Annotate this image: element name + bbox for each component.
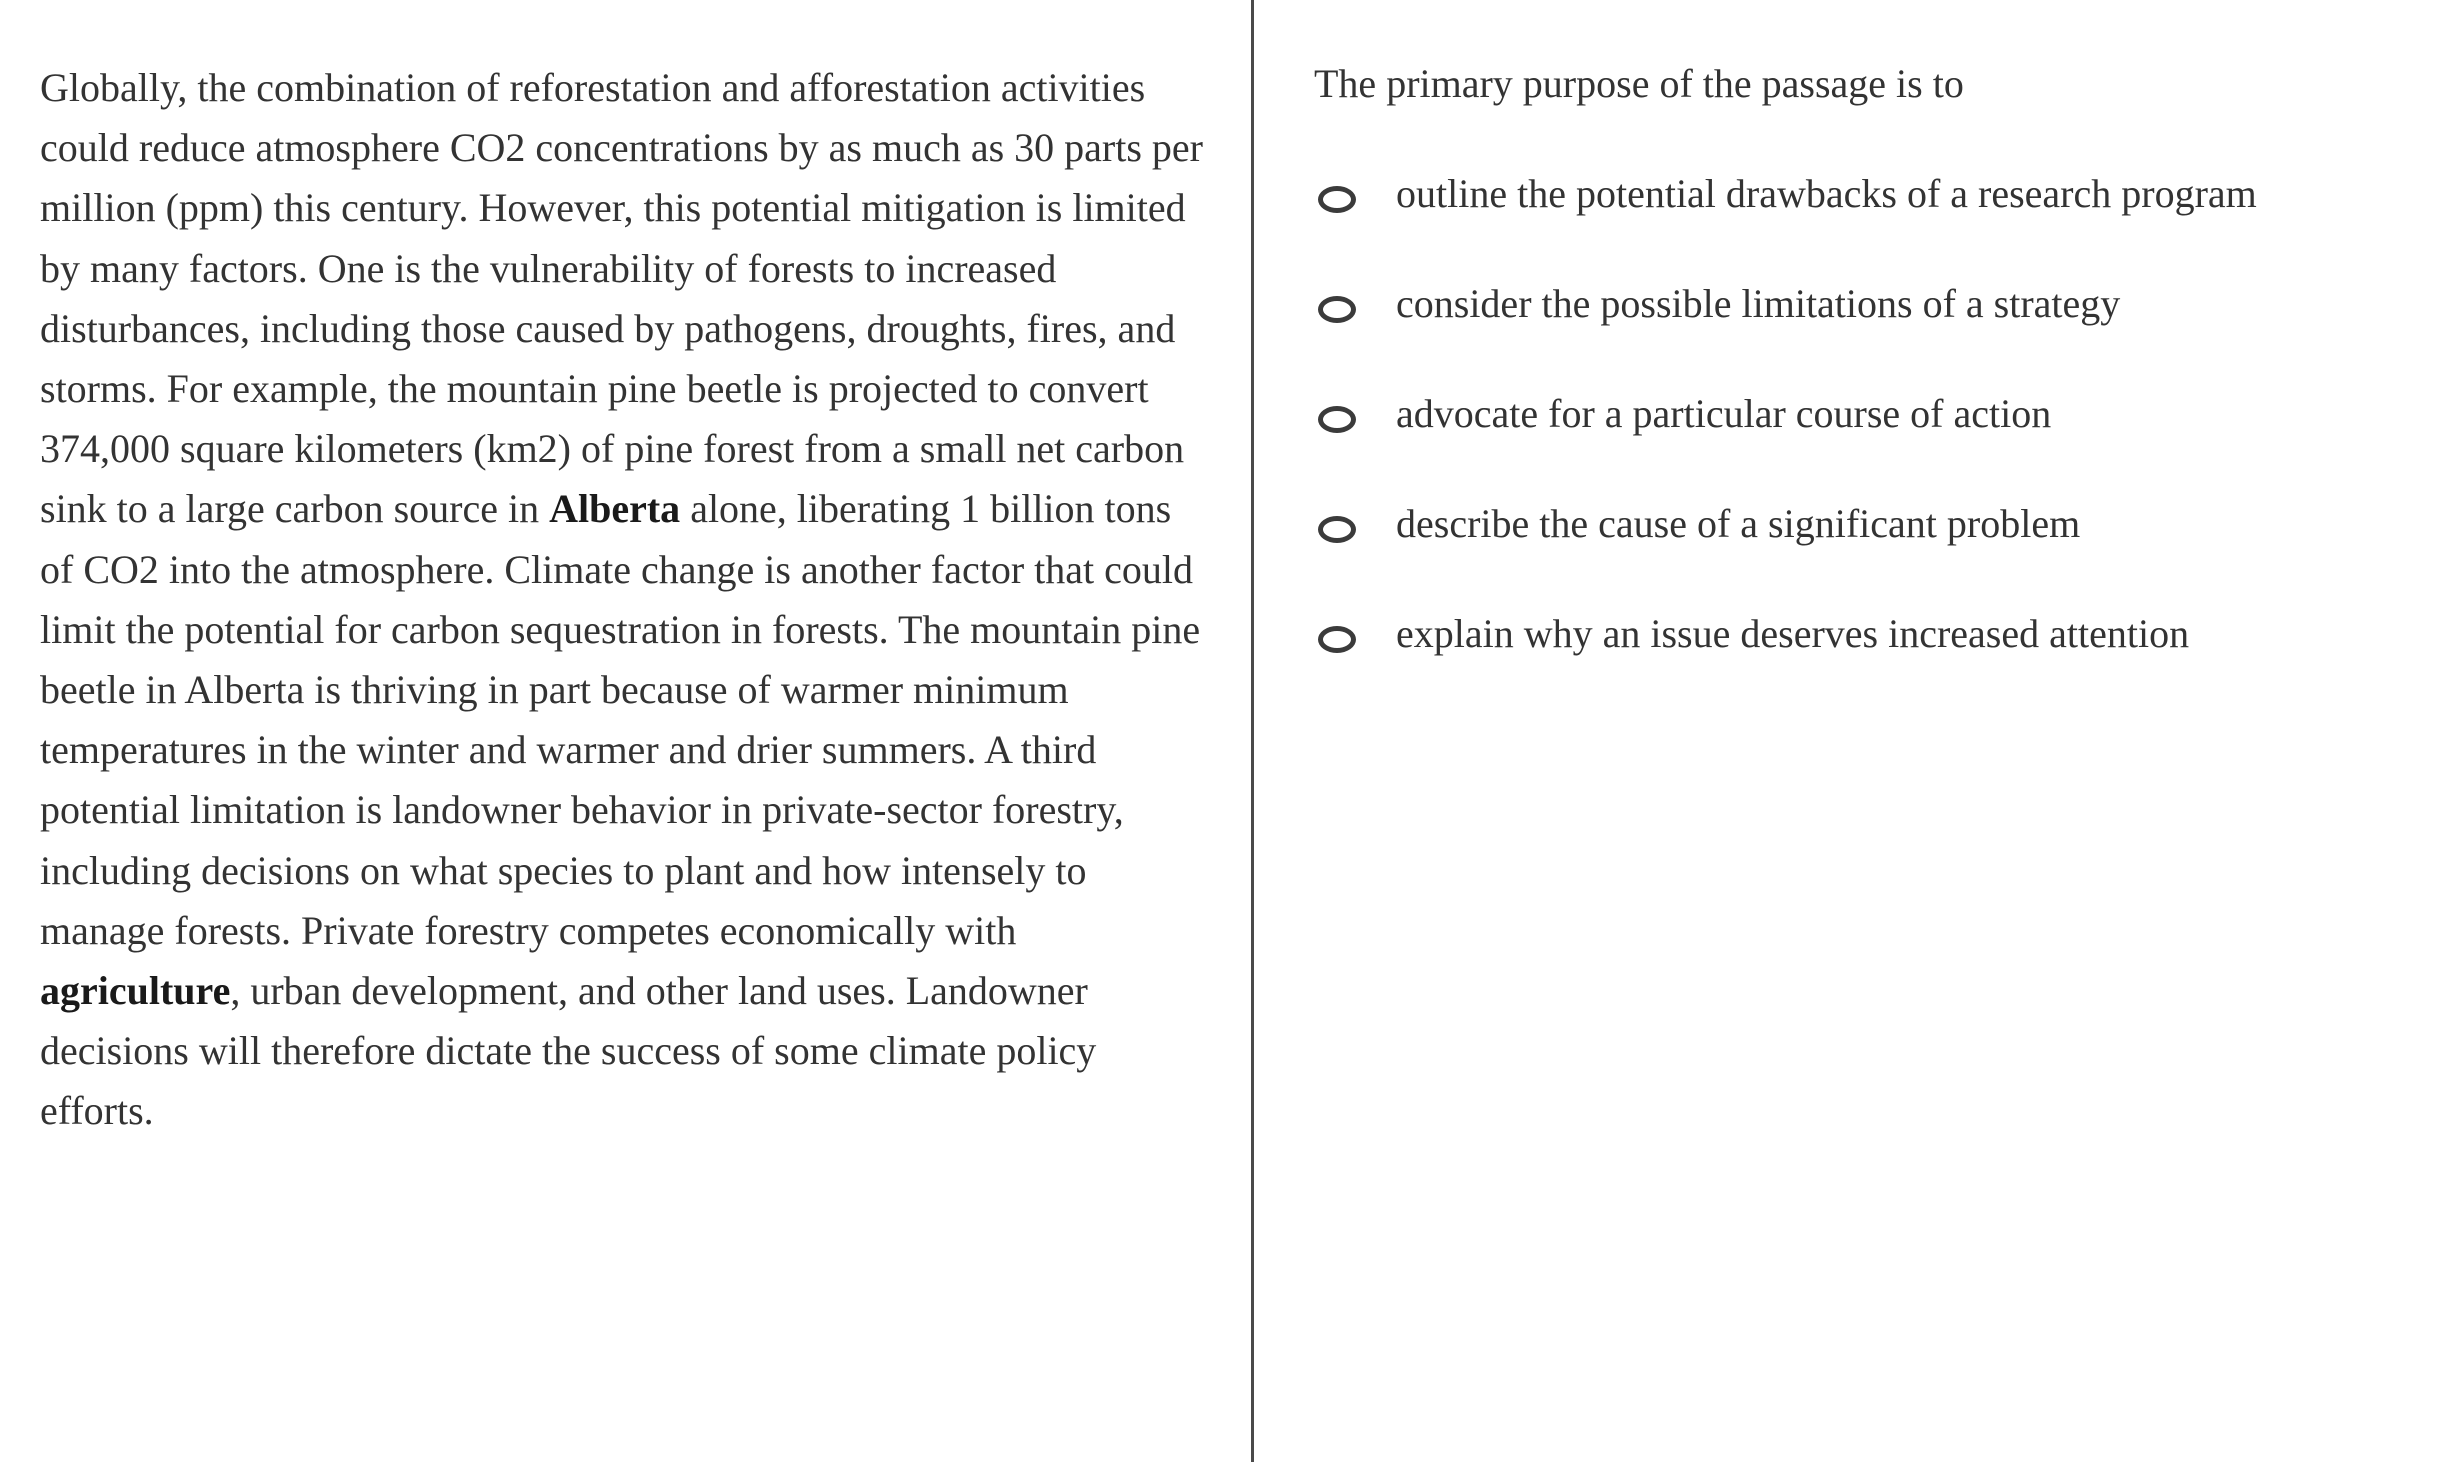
answer-choice-label[interactable]: consider the possible limitations of a strategy bbox=[1396, 281, 2121, 326]
answer-choice-a[interactable] bbox=[1318, 166, 2257, 222]
question-pane bbox=[1254, 0, 2459, 1462]
radio-button-icon[interactable] bbox=[1318, 186, 1356, 213]
passage-segment: alone, liberating 1 billion tons of CO2 into the atmosphere. Climate change is another factor that could limit the potential for carbon sequestration in forests. The mountain pine beetle in Alberta is thriving in part because of warmer minimum temperatures in the winter and warmer and drier summers. A third potential limitation is landowner behavior in private-sector forestry, including decisions on what species to plant and how intensely to manage forests. Private forestry competes economically with bbox=[40, 486, 1201, 953]
answer-choice-label[interactable]: explain why an issue deserves increased attention bbox=[1396, 611, 2190, 656]
passage-text bbox=[40, 58, 1210, 1142]
answer-choice-label[interactable]: advocate for a particular course of action bbox=[1396, 391, 2052, 436]
radio-button-icon[interactable] bbox=[1318, 296, 1356, 323]
radio-button-icon[interactable] bbox=[1318, 626, 1356, 653]
radio-button-icon[interactable] bbox=[1318, 406, 1356, 433]
answer-choice-list bbox=[1318, 166, 2257, 716]
answer-choice-label[interactable]: outline the potential drawbacks of a research program bbox=[1396, 171, 2257, 216]
passage-segment: , urban development, and other land uses. Landowner decisions will therefore dictate the success of some climate policy efforts. bbox=[40, 968, 1097, 1134]
passage-bold-term: Alberta bbox=[549, 486, 681, 532]
answer-choice-c[interactable] bbox=[1318, 386, 2257, 442]
answer-choice-e[interactable] bbox=[1318, 606, 2257, 662]
question-stem: The primary purpose of the passage is to bbox=[1314, 61, 1964, 106]
passage-segment: Globally, the combination of reforestation and afforestation activities could reduce atmosphere CO2 concentrations by as much as 30 parts per million (ppm) this century. However, this potential mitigation is limited by many factors. One is the vulnerability of forests to increased disturbances, including those caused by pathogens, droughts, fires, and storms. For example, the mountain pine beetle is projected to convert 374,000 square kilometers (km2) of pine forest from a small net carbon sink to a large carbon source in bbox=[40, 65, 1203, 532]
passage-bold-term: agriculture bbox=[40, 968, 231, 1014]
answer-choice-b[interactable] bbox=[1318, 276, 2257, 332]
radio-button-icon[interactable] bbox=[1318, 516, 1356, 543]
answer-choice-d[interactable] bbox=[1318, 496, 2257, 552]
answer-choice-label[interactable]: describe the cause of a significant problem bbox=[1396, 501, 2081, 546]
